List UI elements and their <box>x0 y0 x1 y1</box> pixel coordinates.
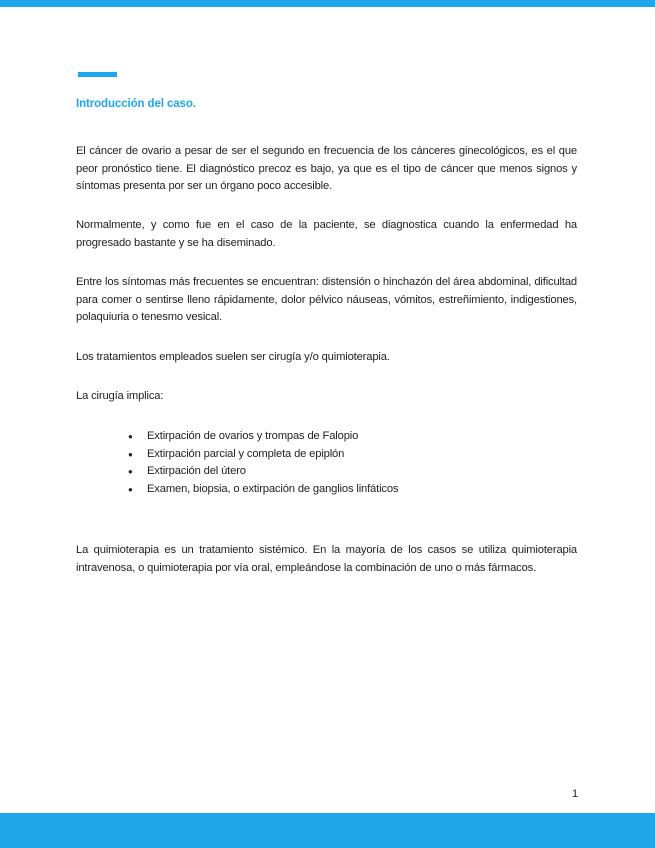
page-number: 1 <box>572 788 579 800</box>
paragraph-treatments: Los tratamientos empleados suelen ser cirugía y/o quimioterapia. <box>76 351 390 363</box>
paragraph-symptoms: Entre los síntomas más frecuentes se encuentran: distensión o hinchazón del área abdominal, dificultad para comer o sentirse lleno rápidamente, dolor pélvico náuseas, vómitos, estreñimiento, indigestiones, polaquiuria o tenesmo vesical. <box>76 276 577 324</box>
section-title: Introducción del caso. <box>76 98 196 110</box>
paragraph-diagnosis: Normalmente, y como fue en el caso de la paciente, se diagnostica cuando la enfermedad ha progresado bastante y se ha diseminado. <box>76 219 577 249</box>
list-item: ● Extirpación del útero <box>128 463 398 481</box>
footer-color-bar <box>0 813 655 848</box>
paragraph-surgery-intro: La cirugía implica: <box>76 390 164 402</box>
list-item: ● Extirpación de ovarios y trompas de Falopio <box>128 428 398 446</box>
title-accent-line <box>78 72 117 77</box>
list-item: ● Examen, biopsia, o extirpación de ganglios linfáticos <box>128 481 398 499</box>
header-color-bar <box>0 0 655 7</box>
surgery-list <box>128 428 398 498</box>
paragraph-intro: El cáncer de ovario a pesar de ser el segundo en frecuencia de los cánceres ginecológicos, es el que peor pronóstico tiene. El diagnóstico precoz es bajo, ya que es el tipo de cáncer que menos signos y síntomas presenta por ser un órgano poco accesible. <box>76 145 577 193</box>
list-item: ● Extirpación parcial y completa de epiplón <box>128 446 398 464</box>
paragraph-chemotherapy: La quimioterapia es un tratamiento sistémico. En la mayoría de los casos se utiliza quimioterapia intravenosa, o quimioterapia por vía oral, empleándose la combinación de uno o más fármacos. <box>76 544 577 574</box>
